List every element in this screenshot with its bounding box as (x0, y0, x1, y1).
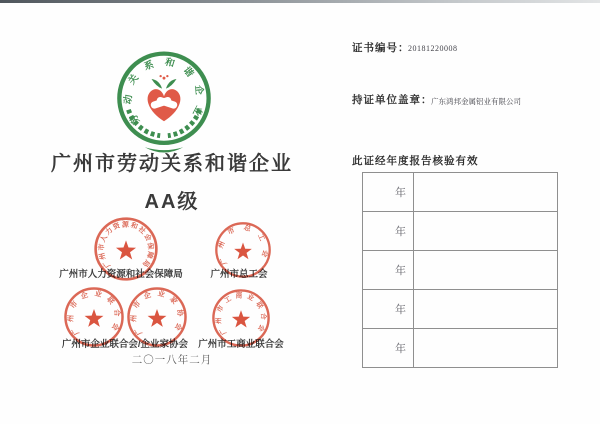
seal-entrepreneurs-association-stamp-icon (126, 286, 188, 348)
issuer-label-trade-union: 广州市总工会 (210, 269, 268, 280)
seal-hr-bureau-stamp-icon (93, 216, 159, 282)
annual-verification-table (362, 172, 558, 368)
table-row (363, 329, 557, 367)
seal-ring-text: 广州市企业家协会 (129, 289, 185, 337)
verification-cell (414, 173, 557, 211)
harmony-enterprise-logo-icon (116, 50, 212, 158)
seal-enterprise-confederation-stamp-icon (63, 286, 125, 348)
cert-number-value: 20181220008 (408, 44, 458, 53)
year-cell: 年 (363, 290, 414, 328)
verification-cell (414, 290, 557, 328)
seal-ring-text: 广州市人力资源和社会保障局 (98, 221, 154, 269)
seal-ring-text: 广州市工商业联合会 (215, 292, 267, 336)
holder-seal-label: 持证单位盖章： (352, 94, 433, 106)
issuer-label-enterprise-confederation: 广州市企业联合会/企业家协会 (61, 339, 189, 350)
year-cell: 年 (363, 329, 414, 367)
verification-cell (414, 251, 557, 289)
certificate-title: 广州市劳动关系和谐企业 (51, 153, 293, 175)
table-row (363, 251, 557, 290)
verification-cell (414, 212, 557, 250)
verification-cell (414, 329, 557, 367)
table-row (363, 212, 557, 251)
seal-industry-commerce-stamp-icon (211, 288, 271, 348)
scan-edge-artifact (0, 0, 600, 3)
cert-number-label: 证书编号： (352, 42, 410, 54)
seal-ring-text: 广州市企业联合会 (66, 289, 122, 337)
table-row (363, 290, 557, 329)
year-cell: 年 (363, 173, 414, 211)
logo-ring-text: 劳动关系和谐企业 (122, 56, 206, 126)
annual-verification-heading: 此证经年度报告核验有效 (352, 155, 479, 167)
issuer-label-industry-commerce-federation: 广州市工商业联合会 (198, 339, 284, 350)
issue-date: 二〇一八年二月 (131, 354, 213, 366)
certificate-grade: AA级 (144, 191, 200, 213)
year-cell: 年 (363, 251, 414, 289)
table-row (363, 173, 557, 212)
issuer-label-hr-bureau: 广州市人力资源和社会保障局 (59, 269, 183, 280)
seal-trade-union-stamp-icon (214, 221, 272, 279)
holder-company-name: 广东鸿邦金属铝业有限公司 (431, 97, 521, 106)
year-cell: 年 (363, 212, 414, 250)
seal-ring-text: 广州市总工会 (217, 224, 269, 266)
